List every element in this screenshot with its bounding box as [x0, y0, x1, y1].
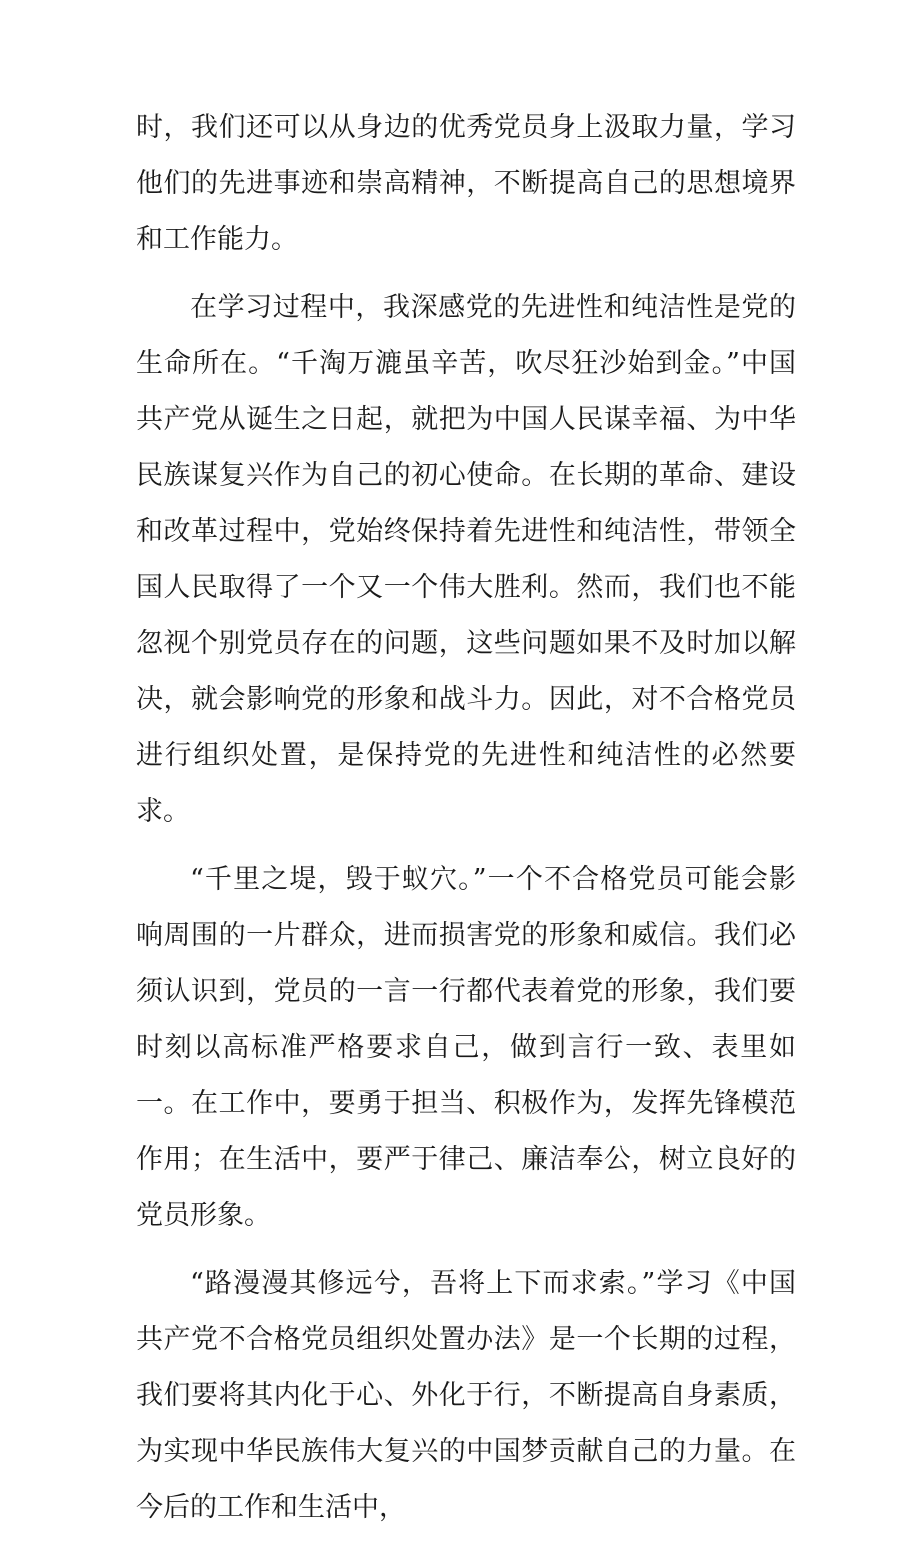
- paragraph-long-journey: “路漫漫其修远兮，吾将上下而求索。”学习《中国共产党不合格党员组织处置办法》是一个长期的过程，我们要将其内化于心、外化于行，不断提高自身素质，为实现中华民族伟大复兴的中国梦贡献自己的力量。在今后的工作和生活中，: [136, 1268, 796, 1523]
- paragraph-party-advancement: 在学习过程中，我深感党的先进性和纯洁性是党的生命所在。“千淘万漉虽辛苦，吹尽狂沙始到金。”中国共产党从诞生之日起，就把为中国人民谋幸福、为中华民族谋复兴作为自己的初心使命。在长期的革命、建设和改革过程中，党始终保持着先进性和纯洁性，带领全国人民取得了一个又一个伟大胜利。然而，我们也不能忽视个别党员存在的问题，这些问题如果不及时加以解决，就会影响党的形象和战斗力。因此，对不合格党员进行组织处置，是保持党的先进性和纯洁性的必然要求。: [136, 292, 796, 827]
- paragraph-continuation: 时，我们还可以从身边的优秀党员身上汲取力量，学习他们的先进事迹和崇高精神，不断提高自己的思想境界和工作能力。: [136, 112, 796, 255]
- paragraph-party-image: “千里之堤，毁于蚁穴。”一个不合格党员可能会影响周围的一片群众，进而损害党的形象和威信。我们必须认识到，党员的一言一行都代表着党的形象，我们要时刻以高标准严格要求自己，做到言行一致、表里如一。在工作中，要勇于担当、积极作为，发挥先锋模范作用；在生活中，要严于律己、廉洁奉公，树立良好的党员形象。: [136, 864, 796, 1231]
- document-body: [136, 100, 796, 1548]
